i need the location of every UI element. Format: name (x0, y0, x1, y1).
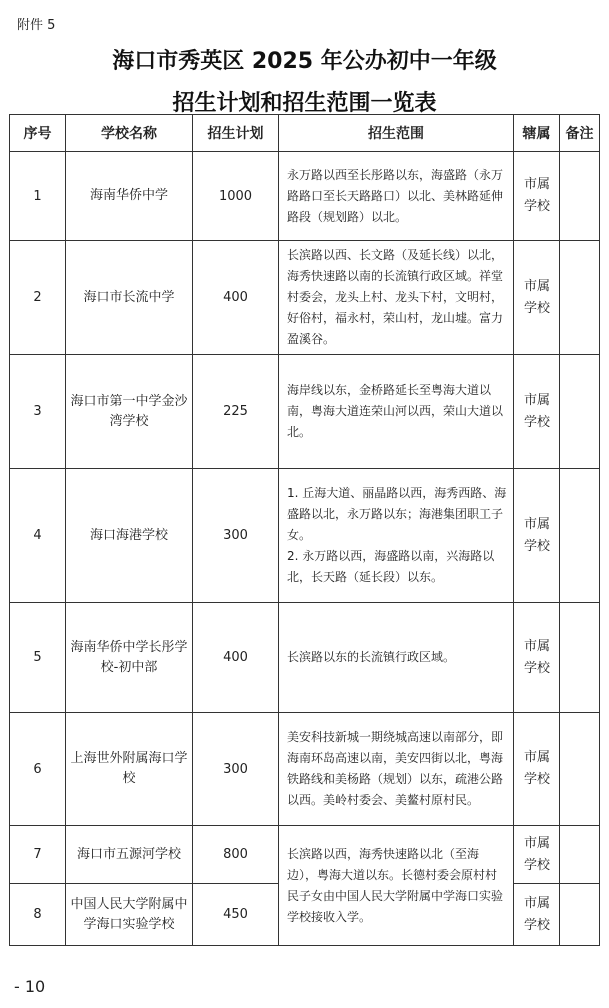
table-row (10, 469, 600, 603)
scope-text-item-2: 2. 永万路以西，海盛路以南，兴海路以北，长天路（延长段）以东。 (287, 549, 495, 584)
header-plan: 招生计划 (193, 115, 279, 152)
table-row (10, 152, 600, 241)
table-row (10, 826, 600, 884)
row-plan: 450 (193, 884, 279, 946)
row-school: 海口海港学校 (66, 469, 193, 603)
scope-text: 长滨路以西、长文路（及延长线）以北，海秀快速路以南的长流镇行政区域。祥堂村委会，龙头上村、龙头下村，文明村，好俗村，福永村，荣山村，龙山墟。富力盈溪谷。 (287, 248, 504, 346)
row-seq: 7 (10, 826, 66, 884)
scope-text: 长滨路以西，海秀快速路以北（至海边），粤海大道以东。长德村委会原村村民子女由中国人民大学附属中学海口实验学校接收入学。 (287, 846, 504, 924)
row-jurisdiction: 市属学校 (514, 469, 560, 603)
row-remarks (560, 826, 600, 884)
scope-text: 美安科技新城一期绕城高速以南部分，即海南环岛高速以南，美安四街以北，粤海铁路线和美杨路（规划）以东，疏港公路以西。美岭村委会、美鳌村原村民。 (287, 730, 504, 807)
row-seq: 1 (10, 152, 66, 241)
row-scope (279, 469, 514, 603)
row-remarks (560, 603, 600, 713)
scope-text: 海岸线以东，金桥路延长至粤海大道以南，粤海大道连荣山河以西，荣山大道以北。 (287, 383, 504, 439)
scope-text: 长滨路以东的长流镇行政区域。 (287, 650, 456, 664)
scope-text-item-1: 1. 丘海大道、丽晶路以西，海秀西路、海盛路以北，永万路以东；海港集团职工子女。 (287, 486, 507, 542)
row-jurisdiction: 市属学校 (514, 713, 560, 826)
row-remarks (560, 241, 600, 355)
row-remarks (560, 355, 600, 469)
row-plan: 1000 (193, 152, 279, 241)
row-school: 中国人民大学附属中学海口实验学校 (66, 884, 193, 946)
header-seq: 序号 (10, 115, 66, 152)
row-scope (279, 603, 514, 713)
row-plan: 400 (193, 241, 279, 355)
row-school: 海南华侨中学长彤学校-初中部 (66, 603, 193, 713)
row-seq: 5 (10, 603, 66, 713)
page-number: - 10 (14, 977, 46, 996)
header-school: 学校名称 (66, 115, 193, 152)
row-jurisdiction: 市属学校 (514, 603, 560, 713)
row-remarks (560, 713, 600, 826)
row-scope (279, 713, 514, 826)
row-jurisdiction: 市属学校 (514, 884, 560, 946)
header-scope: 招生范围 (279, 115, 514, 152)
row-seq: 3 (10, 355, 66, 469)
document-title-line1: 海口市秀英区 2025 年公办初中一年级 (112, 49, 497, 74)
row-school: 海口市第一中学金沙湾学校 (66, 355, 193, 469)
header-jurisdiction: 辖属 (514, 115, 560, 152)
document-title-line2: 招生计划和招生范围一览表 (172, 91, 437, 116)
table-row (10, 355, 600, 469)
row-scope (279, 355, 514, 469)
enrollment-table (9, 114, 600, 946)
row-jurisdiction: 市属学校 (514, 826, 560, 884)
row-plan: 300 (193, 713, 279, 826)
row-seq: 4 (10, 469, 66, 603)
row-jurisdiction: 市属学校 (514, 152, 560, 241)
scope-text: 永万路以西至长彤路以东，海盛路（永万路路口至长天路路口）以北、美林路延伸路段（规划路）以北。 (287, 167, 504, 224)
row-plan: 800 (193, 826, 279, 884)
row-seq: 8 (10, 884, 66, 946)
table-header-row (10, 115, 600, 152)
row-plan: 300 (193, 469, 279, 603)
table-row (10, 603, 600, 713)
row-remarks (560, 152, 600, 241)
table-row (10, 713, 600, 826)
row-remarks (560, 469, 600, 603)
row-jurisdiction: 市属学校 (514, 241, 560, 355)
row-school: 海口市五源河学校 (66, 826, 193, 884)
row-plan: 400 (193, 603, 279, 713)
row-seq: 6 (10, 713, 66, 826)
merged-scope-cell (279, 826, 514, 946)
row-scope (279, 152, 514, 241)
attachment-label: 附件 5 (17, 18, 56, 33)
header-remarks: 备注 (560, 115, 600, 152)
row-seq: 2 (10, 241, 66, 355)
row-school: 上海世外附属海口学校 (66, 713, 193, 826)
table-row (10, 241, 600, 355)
row-remarks (560, 884, 600, 946)
row-school: 海南华侨中学 (66, 152, 193, 241)
row-scope (279, 241, 514, 355)
row-jurisdiction: 市属学校 (514, 355, 560, 469)
row-school: 海口市长流中学 (66, 241, 193, 355)
row-plan: 225 (193, 355, 279, 469)
